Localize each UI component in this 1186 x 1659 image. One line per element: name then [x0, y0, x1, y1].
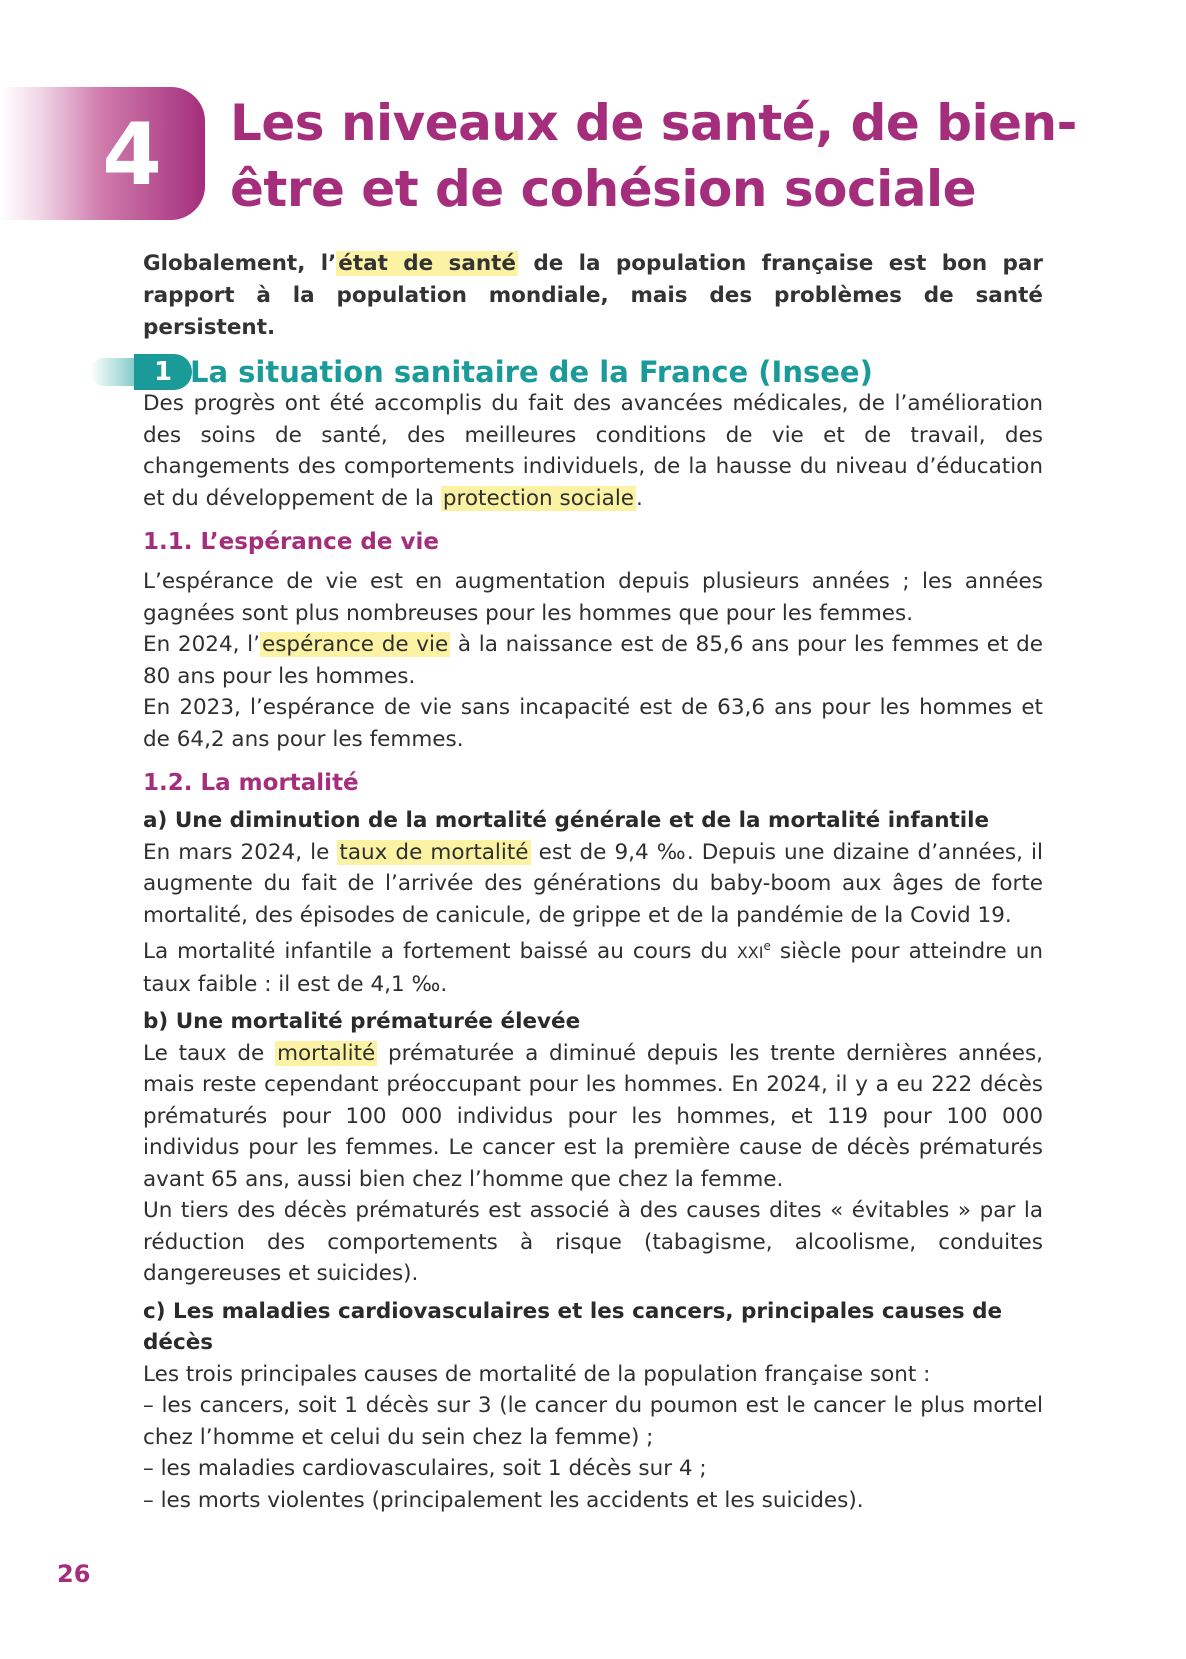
intro-paragraph [143, 248, 1043, 344]
mortalite-text: En mars 2024, le [143, 839, 338, 865]
esperance-line-2 [143, 629, 1043, 692]
highlight-mortalite: mortalité [277, 1040, 376, 1066]
esperance-line-1: L’espérance de vie est en augmentation depuis plusieurs années ; les années gagnées sont plus nombreuses pour les hommes que pour les femmes. [143, 569, 1043, 626]
section-1-title: La situation sanitaire de la France (Insee) [190, 355, 873, 389]
esperance-text-end: à la naissance est de 85,6 ans pour les femmes et de 80 ans pour les hommes. [143, 632, 1043, 689]
mortalite-text-end: est de 9,4 ‰. Depuis une dizaine d’années, il augmente du fait de l’arrivée des générations du baby-boom aux âges de forte mortalité, des épisodes de canicule, de grippe et de la pandémie de la Covid 19. [143, 839, 1043, 928]
century-suffix: e [763, 939, 771, 953]
mortalite-line-1 [143, 837, 1043, 932]
esperance-text: En 2024, l’ [143, 632, 260, 657]
esperance-line-3: En 2023, l’espérance de vie sans incapacité est de 63,6 ans pour les hommes et de 64,2 ans pour les femmes. [143, 695, 1043, 752]
section-1-paragraph [143, 388, 1043, 514]
chapter-title: Les niveaux de santé, de bien-être et de cohésion sociale [230, 94, 1077, 218]
prematuree-line-1 [143, 1038, 1043, 1196]
infantile-text-end: siècle pour atteindre un taux faible : il est de 4,1 ‰. [143, 939, 1043, 997]
prematuree-text-end: prématurée a diminué depuis les trente dernières années, mais reste cependant préoccupant pour les hommes. En 2024, il y a eu 222 décès prématurés pour 100 000 individus pour les hommes, et 119 pour 100 000 individus pour les femmes. Le cancer est la première cause de décès prématurés avant 65 ans, aussi bien chez l’homme que chez la femme. [143, 1040, 1043, 1192]
highlight-esperance-de-vie: espérance de vie [262, 632, 449, 657]
century-numeral: XXI [736, 943, 764, 963]
causes-item-2: – les maladies cardiovasculaires, soit 1 décès sur 4 ; [143, 1456, 707, 1482]
highlight-etat-de-sante: état de santé [338, 251, 516, 276]
intro-text: Globalement, l’ [143, 251, 337, 276]
causes-item-3: – les morts violentes (principalement les accidents et les suicides). [143, 1487, 864, 1513]
mortalite-infantile-line [143, 931, 1043, 1000]
subsection-c-title: c) Les maladies cardiovasculaires et les cancers, principales causes de décès [143, 1298, 1003, 1356]
highlight-protection-sociale: protection sociale [442, 485, 635, 511]
section-1-body [143, 388, 1043, 1516]
subsection-1-1-title: 1.1. L’espérance de vie [143, 529, 439, 555]
causes-item-1: – les cancers, soit 1 décès sur 3 (le cancer du poumon est le cancer le plus mortel chez l’homme et celui du sein chez la femme) ; [143, 1393, 1043, 1450]
chapter-number: 4 [102, 105, 162, 205]
section-1-text-end: . [636, 485, 643, 511]
highlight-taux-de-mortalite: taux de mortalité [339, 839, 529, 865]
intro-text-end: de la population française est bon par rapport à la population mondiale, mais des problèmes de santé persistent. [143, 251, 1043, 340]
subsection-1-2-title: 1.2. La mortalité [143, 770, 359, 796]
page-number: 26 [57, 1560, 91, 1588]
prematuree-text: Le taux de [143, 1040, 276, 1066]
subsection-b-title: b) Une mortalité prématurée élevée [143, 1009, 581, 1035]
section-number-badge: 1 [134, 354, 192, 390]
causes-intro: Les trois principales causes de mortalité de la population française sont : [143, 1361, 931, 1387]
subsection-a-title: a) Une diminution de la mortalité générale et de la mortalité infantile [143, 808, 990, 833]
prematuree-line-2: Un tiers des décès prématurés est associé à des causes dites « évitables » par la réduction des comportements à risque (tabagisme, alcoolisme, conduites dangereuses et suicides). [143, 1198, 1043, 1287]
section-1-text: Des progrès ont été accomplis du fait des avancées médicales, de l’amélioration des soins de santé, des meilleures conditions de vie et de travail, des changements des comportements individuels, de la hausse du niveau d’éducation et du développement de la [143, 391, 1043, 511]
infantile-text: La mortalité infantile a fortement baissé au cours du [143, 939, 737, 965]
